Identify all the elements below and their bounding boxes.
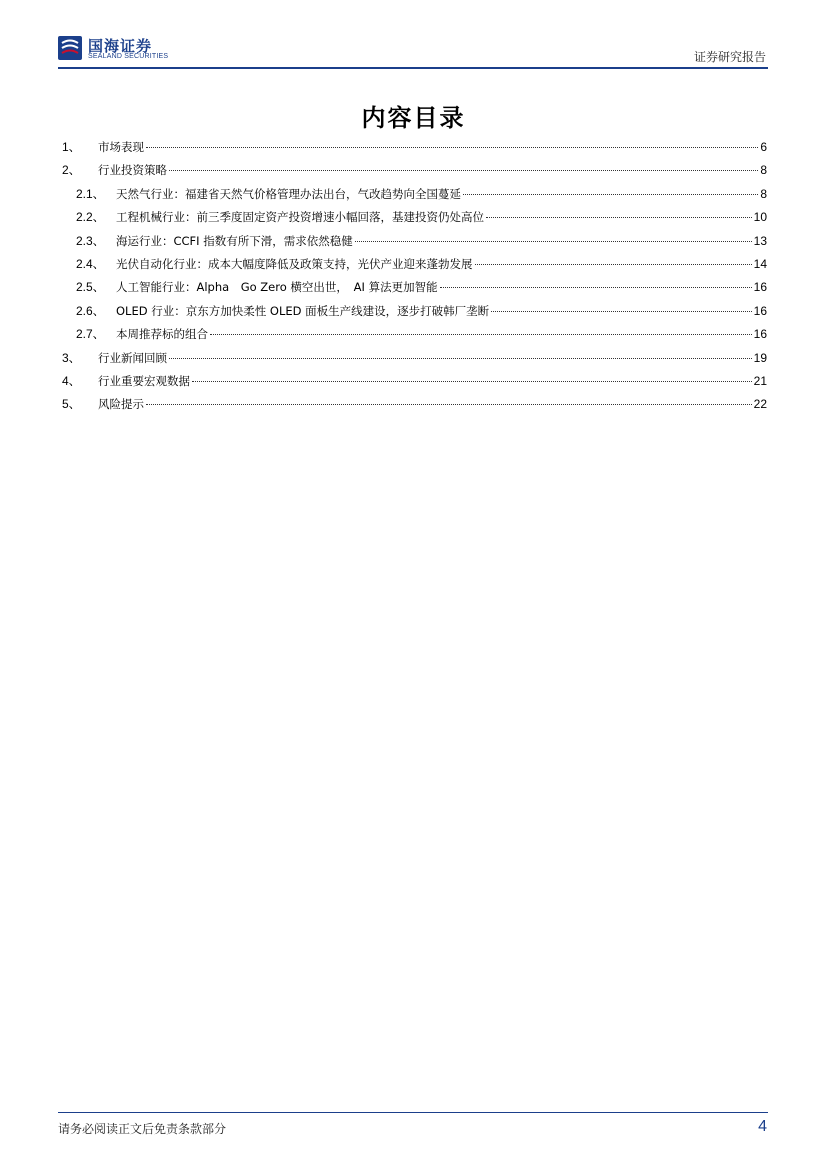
toc-entry-number: 2、 <box>62 163 81 178</box>
toc-entry-label: 天然气行业：福建省天然气价格管理办法出台，气改趋势向全国蔓延 <box>116 186 461 201</box>
logo-text-cn: 国海证券 <box>88 37 153 55</box>
table-of-contents <box>62 138 767 419</box>
toc-dot-leader <box>192 381 752 382</box>
toc-dot-leader <box>169 170 758 171</box>
toc-title: 内容目录 <box>361 103 466 132</box>
footer-divider <box>58 1112 768 1113</box>
page-number: 4 <box>758 1118 767 1135</box>
toc-dot-leader <box>210 334 752 335</box>
toc-entry[interactable] <box>62 161 767 184</box>
toc-dot-leader <box>440 287 752 288</box>
footer-disclaimer: 请务必阅读正文后免责条款部分 <box>58 1122 227 1136</box>
toc-entry-label: 行业重要宏观数据 <box>98 373 190 388</box>
toc-entry-label: 风险提示 <box>98 397 144 412</box>
toc-entry-number: 3、 <box>62 350 81 365</box>
toc-entry-label: 工程机械行业：前三季度固定资产投资增速小幅回落，基建投资仍处高位 <box>116 210 484 225</box>
toc-dot-leader <box>146 147 758 148</box>
toc-entry[interactable] <box>62 138 767 161</box>
toc-entry[interactable] <box>62 372 767 395</box>
toc-entry[interactable] <box>62 185 767 208</box>
toc-entry-label: 市场表现 <box>98 140 144 154</box>
toc-entry-number: 4、 <box>62 373 81 388</box>
toc-entry-page: 8 <box>760 186 767 201</box>
toc-dot-leader <box>475 264 752 265</box>
logo-text-en: SEALAND SECURITIES <box>88 53 169 60</box>
toc-entry-label: 行业新闻回顾 <box>98 350 167 365</box>
toc-entry-number: 2.1、 <box>76 186 105 201</box>
toc-entry-page: 21 <box>753 373 767 388</box>
toc-entry-label: 行业投资策略 <box>98 163 167 178</box>
toc-entry[interactable] <box>62 278 767 301</box>
toc-entry-number: 2.5、 <box>76 280 105 295</box>
toc-entry-number: 2.2、 <box>76 210 105 225</box>
toc-entry-label: 本周推荐标的组合 <box>116 327 208 342</box>
toc-entry-number: 5、 <box>62 397 81 412</box>
toc-entry[interactable] <box>62 255 767 278</box>
toc-entry-page: 16 <box>753 280 767 295</box>
sealand-logo-icon <box>58 36 82 60</box>
header-divider <box>58 67 768 69</box>
toc-entry-number: 2.6、 <box>76 303 105 318</box>
toc-entry-page: 13 <box>753 233 767 248</box>
toc-entry-number: 2.7、 <box>76 327 105 342</box>
report-type-label: 证券研究报告 <box>693 50 766 64</box>
toc-entry-page: 6 <box>760 140 767 154</box>
toc-entry[interactable] <box>62 325 767 348</box>
toc-entry[interactable] <box>62 302 767 325</box>
toc-entry[interactable] <box>62 395 767 418</box>
toc-entry-page: 16 <box>753 303 767 318</box>
toc-entry-page: 16 <box>753 327 767 342</box>
toc-entry-page: 8 <box>760 163 767 178</box>
toc-entry-label: 光伏自动化行业：成本大幅度降低及政策支持，光伏产业迎来蓬勃发展 <box>116 256 473 271</box>
toc-entry-page: 14 <box>753 256 767 271</box>
page-header <box>58 34 768 66</box>
toc-entry-page: 19 <box>753 350 767 365</box>
toc-entry-number: 2.4、 <box>76 256 105 271</box>
toc-dot-leader <box>355 241 752 242</box>
toc-entry[interactable] <box>62 349 767 372</box>
toc-entry-label: OLED 行业：京东方加快柔性 OLED 面板生产线建设，逐步打破韩厂垄断 <box>116 303 490 318</box>
toc-entry[interactable] <box>62 232 767 255</box>
toc-dot-leader <box>491 311 752 312</box>
toc-dot-leader <box>463 194 758 195</box>
toc-dot-leader <box>146 404 752 405</box>
toc-entry-number: 1、 <box>62 140 81 154</box>
toc-entry-label: 人工智能行业：Alpha Go Zero 横空出世， AI 算法更加智能 <box>116 280 438 295</box>
toc-entry-page: 22 <box>753 397 767 412</box>
toc-entry-page: 10 <box>753 210 767 225</box>
toc-entry-number: 2.3、 <box>76 233 105 248</box>
toc-dot-leader <box>486 217 752 218</box>
toc-entry-label: 海运行业：CCFI 指数有所下滑，需求依然稳健 <box>116 233 353 248</box>
toc-dot-leader <box>169 358 752 359</box>
toc-entry[interactable] <box>62 208 767 231</box>
